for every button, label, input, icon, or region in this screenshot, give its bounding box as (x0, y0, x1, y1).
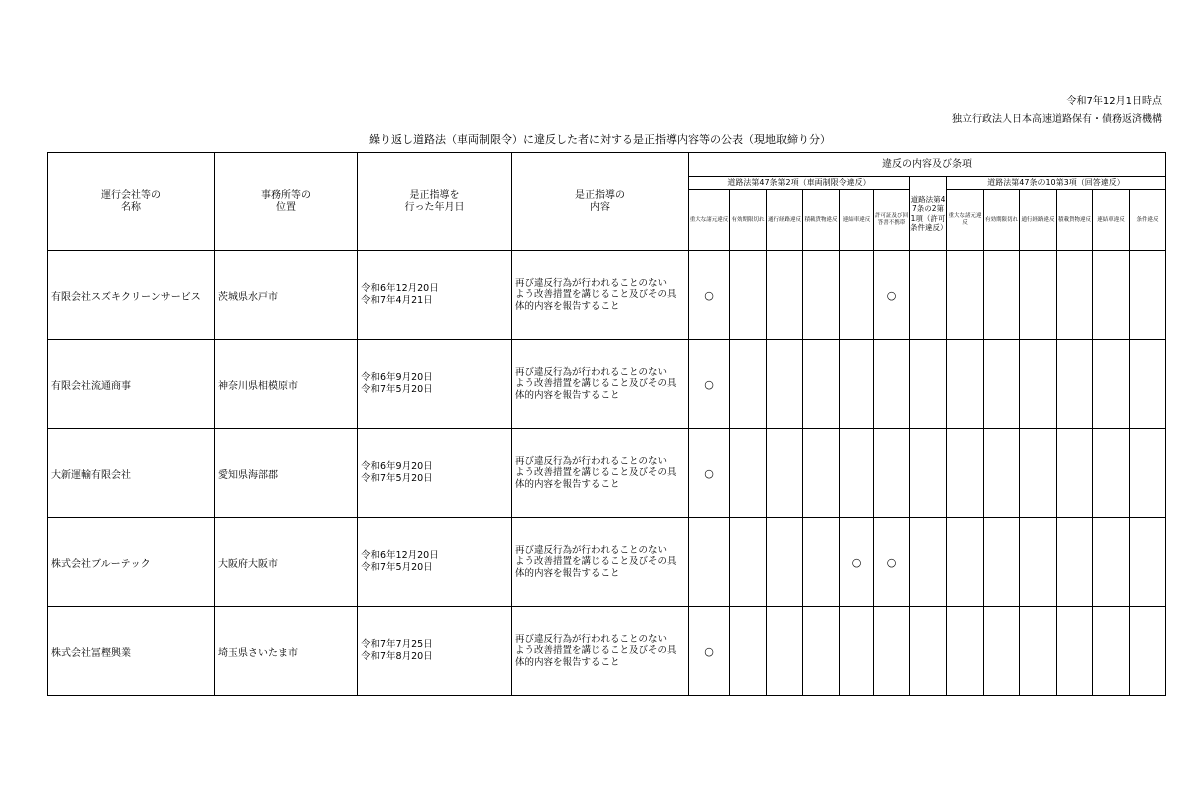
guidance-dates (358, 607, 512, 696)
office-location: 神奈川県相模原市 (215, 340, 358, 429)
guidance-content (512, 607, 689, 696)
mark-cell (947, 518, 984, 607)
company-name: 株式会社冨樫興業 (48, 607, 215, 696)
sub-b-5: 連結車違反 (1093, 190, 1130, 251)
mark-cell (1093, 251, 1130, 340)
mark-cell (840, 429, 874, 518)
mark-cell (730, 518, 767, 607)
content-line-3: 体的内容を報告すること (515, 567, 620, 579)
sub-a-3: 通行経路違反 (767, 190, 803, 251)
mark-cell (874, 429, 910, 518)
mark-cell (730, 251, 767, 340)
mark-cell: ○ (689, 251, 730, 340)
organization-name: 独立行政法人日本高速道路保有・債務返済機構 (952, 114, 1162, 125)
mark-cell (1057, 429, 1093, 518)
office-location: 茨城県水戸市 (215, 251, 358, 340)
mark-cell (1020, 429, 1057, 518)
header-date-line1: 是正指導を (409, 189, 460, 201)
content-line-3: 体的内容を報告すること (515, 478, 620, 490)
as-of-date: 令和7年12月1日時点 (1066, 96, 1162, 107)
header-date-line2: 行った年月日 (404, 201, 465, 213)
office-location: 愛知県海部郡 (215, 429, 358, 518)
sub-a-4: 積載貨物違反 (803, 190, 840, 251)
company-name: 株式会社ブルーテック (48, 518, 215, 607)
mark-cell (767, 251, 803, 340)
mark-cell: ○ (689, 340, 730, 429)
mark-cell (730, 607, 767, 696)
mark-cell (1130, 340, 1166, 429)
mark-cell (1057, 607, 1093, 696)
sub-a-5: 連結車違反 (840, 190, 874, 251)
mark-cell: ○ (689, 429, 730, 518)
header-company-line1: 運行会社等の (101, 189, 161, 201)
header-group-b: 道路法第47条の10第3項（回答違反） (947, 177, 1166, 190)
mark-cell (1093, 340, 1130, 429)
mark-cell (1057, 251, 1093, 340)
office-location: 埼玉県さいたま市 (215, 607, 358, 696)
header-mid: 道路法第47条の2第1項（許可条件違反） (910, 177, 947, 251)
table-row (48, 429, 1166, 518)
sub-a-6: 許可証及び回答書不携帯 (874, 190, 910, 251)
company-name: 大新運輸有限会社 (48, 429, 215, 518)
mark-cell (803, 607, 840, 696)
content-line-1: 再び違反行為が行われることのない (515, 366, 668, 378)
mark-cell (910, 607, 947, 696)
mark-cell (767, 518, 803, 607)
header-violation: 違反の内容及び条項 (689, 153, 1166, 177)
content-line-1: 再び違反行為が行われることのない (515, 455, 668, 467)
header-location-line1: 事務所等の (261, 189, 311, 201)
mark-cell (1057, 340, 1093, 429)
sub-b-1: 重大な諸元違反 (947, 190, 984, 251)
content-line-2: よう改善措置を講じること及びその具 (515, 378, 677, 390)
date-1: 令和7年7月25日 (361, 639, 433, 650)
table-row (48, 340, 1166, 429)
mark-cell (840, 251, 874, 340)
content-line-3: 体的内容を報告すること (515, 300, 620, 312)
guidance-content (512, 429, 689, 518)
header-content (512, 153, 689, 251)
content-line-2: よう改善措置を講じること及びその具 (515, 467, 677, 479)
mark-cell (689, 518, 730, 607)
mark-cell (910, 429, 947, 518)
sub-a-2: 有効期限切れ (730, 190, 767, 251)
mark-cell: ○ (874, 251, 910, 340)
mark-cell (874, 340, 910, 429)
content-line-1: 再び違反行為が行われることのない (515, 277, 668, 289)
mark-cell (984, 429, 1020, 518)
guidance-dates (358, 340, 512, 429)
mark-cell (1020, 251, 1057, 340)
sub-b-4: 積載貨物違反 (1057, 190, 1093, 251)
mark-cell (1057, 518, 1093, 607)
mark-cell (910, 518, 947, 607)
mark-cell (767, 607, 803, 696)
mark-cell (1130, 518, 1166, 607)
sub-b-2: 有効期限切れ (984, 190, 1020, 251)
mark-cell (1093, 518, 1130, 607)
mark-cell (767, 429, 803, 518)
header-row-1 (48, 153, 1166, 177)
guidance-content (512, 251, 689, 340)
date-1: 令和6年12月20日 (361, 550, 439, 561)
mark-cell (730, 340, 767, 429)
header-location-line2: 位置 (276, 201, 296, 213)
mark-cell (984, 607, 1020, 696)
content-line-3: 体的内容を報告すること (515, 389, 620, 401)
header-location (215, 153, 358, 251)
mark-cell (984, 518, 1020, 607)
violation-table (47, 152, 1166, 696)
guidance-content (512, 340, 689, 429)
guidance-dates (358, 429, 512, 518)
mark-cell (984, 251, 1020, 340)
table-row (48, 607, 1166, 696)
date-2: 令和7年4月21日 (361, 295, 433, 306)
mark-cell (1093, 607, 1130, 696)
header-content-line2: 内容 (590, 201, 610, 213)
content-line-2: よう改善措置を講じること及びその具 (515, 556, 677, 568)
mark-cell (803, 429, 840, 518)
mark-cell (730, 429, 767, 518)
guidance-dates (358, 251, 512, 340)
mark-cell (910, 340, 947, 429)
date-1: 令和6年12月20日 (361, 283, 439, 294)
mark-cell (1020, 607, 1057, 696)
mark-cell (767, 340, 803, 429)
header-company (48, 153, 215, 251)
content-line-1: 再び違反行為が行われることのない (515, 633, 668, 645)
mark-cell (874, 607, 910, 696)
content-line-1: 再び違反行為が行われることのない (515, 544, 668, 556)
sub-b-6: 条件違反 (1130, 190, 1166, 251)
document-title: 繰り返し道路法（車両制限令）に違反した者に対する是正指導内容等の公表（現地取締り分） (369, 133, 831, 146)
mark-cell: ○ (689, 607, 730, 696)
header-date (358, 153, 512, 251)
company-name: 有限会社流通商事 (48, 340, 215, 429)
company-name: 有限会社スズキクリーンサービス (48, 251, 215, 340)
mark-cell: ○ (840, 518, 874, 607)
mark-cell (803, 518, 840, 607)
mark-cell (1130, 607, 1166, 696)
mark-cell (840, 607, 874, 696)
mark-cell (1020, 340, 1057, 429)
mark-cell (803, 340, 840, 429)
table-row (48, 518, 1166, 607)
mark-cell (1130, 251, 1166, 340)
mark-cell (1020, 518, 1057, 607)
mark-cell (840, 340, 874, 429)
sub-a-1: 重大な諸元違反 (689, 190, 730, 251)
sub-b-3: 通行経路違反 (1020, 190, 1057, 251)
date-2: 令和7年5月20日 (361, 384, 433, 395)
mark-cell (803, 251, 840, 340)
office-location: 大阪府大阪市 (215, 518, 358, 607)
mark-cell (1093, 429, 1130, 518)
date-1: 令和6年9月20日 (361, 372, 433, 383)
mark-cell (910, 251, 947, 340)
header-group-a: 道路法第47条第2項（車両制限令違反） (689, 177, 910, 190)
date-2: 令和7年5月20日 (361, 562, 433, 573)
header-company-line2: 名称 (121, 201, 141, 213)
date-2: 令和7年5月20日 (361, 473, 433, 484)
mark-cell (947, 340, 984, 429)
header-content-line1: 是正指導の (575, 189, 625, 201)
content-line-3: 体的内容を報告すること (515, 656, 620, 668)
guidance-content (512, 518, 689, 607)
content-line-2: よう改善措置を講じること及びその具 (515, 289, 677, 301)
mark-cell (984, 340, 1020, 429)
content-line-2: よう改善措置を講じること及びその具 (515, 645, 677, 657)
guidance-dates (358, 518, 512, 607)
mark-cell (947, 429, 984, 518)
mark-cell (947, 251, 984, 340)
date-1: 令和6年9月20日 (361, 461, 433, 472)
table-row (48, 251, 1166, 340)
date-2: 令和7年8月20日 (361, 651, 433, 662)
mark-cell (1130, 429, 1166, 518)
mark-cell (947, 607, 984, 696)
mark-cell: ○ (874, 518, 910, 607)
